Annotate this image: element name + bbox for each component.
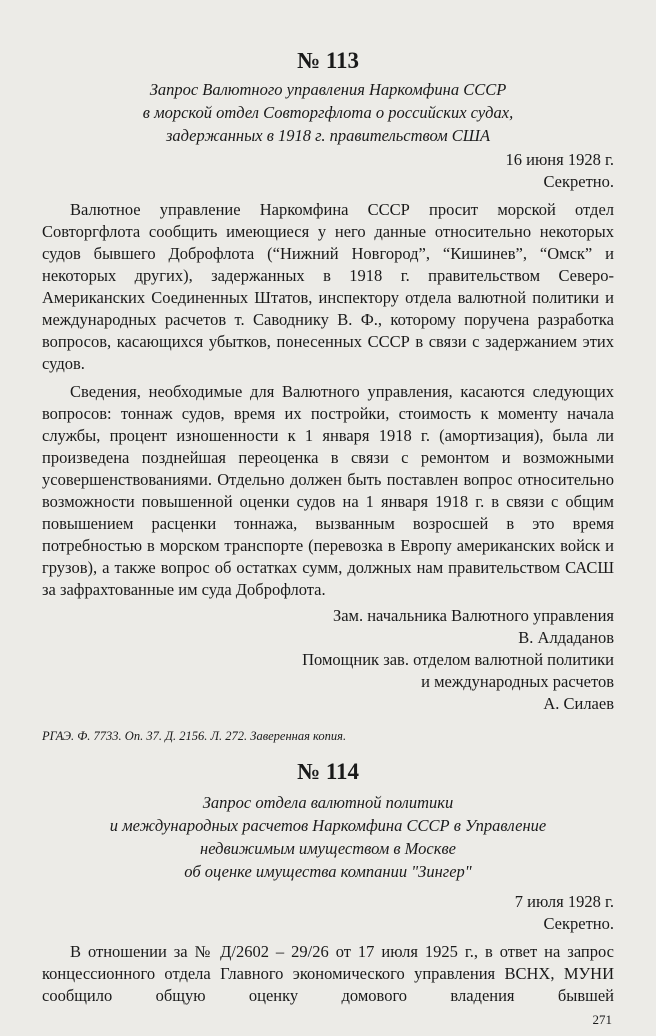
doc-113-date: 16 июня 1928 г. xyxy=(505,150,614,169)
page-number: 271 xyxy=(592,1012,612,1027)
doc-113-paragraph: Сведения, необходимые для Валютного управления, касаются следующих вопросов: тоннаж судов, время их постройки, стоимость к моменту начала службы, процент изношенности к 1 января 1918 г. (амортизация), была ли произведена позднейшая переоценка в связи с ремонтом и возможными усовершенствованиями. Отдельно должен быть поставлен вопрос относительно возможности повышенной оценки судов на 1 января 1918 г. в связи с общим повышением расценки тоннажа, вызванным возросшей в это время потребностью в морском транспорте (перевозка в Европу американских войск и грузов), а также вопрос об остатках сумм, должных нам правительством САСШ за зафрахтованные им суда Доброфлота. xyxy=(42,382,614,599)
doc-114-title-line: об оценке имущества компании "Зингер" xyxy=(184,862,472,881)
doc-113-title xyxy=(42,78,614,147)
signature-line: Помощник зав. отделом валютной политики xyxy=(302,650,614,669)
doc-113-title-line: Запрос Валютного управления Наркомфина СССР xyxy=(149,80,507,99)
doc-114-paragraph: В отношении за № Д/2602 – 29/26 от 17 июля 1925 г., в ответ на запрос концессионного отдела Главного экономического управления ВСНХ, МУНИ сообщило общую оценку домового владения бывшей xyxy=(42,942,614,1005)
doc-113-archive-reference: РГАЭ. Ф. 7733. Оп. 37. Д. 2156. Л. 272. Заверенная копия. xyxy=(42,729,347,743)
doc-114-title-line: недвижимым имуществом в Москве xyxy=(200,839,456,858)
doc-114-date: 7 июля 1928 г. xyxy=(514,892,614,911)
doc-113-classification: Секретно. xyxy=(543,172,614,191)
doc-113-paragraph: Валютное управление Наркомфина СССР просит морской отдел Совторгфлота сообщить имеющиеся у него данные относительно некоторых судов бывшего Доброфлота (“Нижний Новгород”, “Кишинев”, “Омск” и некоторых других), задержанных в 1918 г. правительством Северо-Американских Соединенных Штатов, инспектору отдела валютной политики и международных расчетов т. Саводнику В. Ф., которому поручена разработка вопросов, касающихся убытков, понесенных СССР в связи с задержанием этих судов. xyxy=(42,200,614,373)
doc-114-classification: Секретно. xyxy=(543,914,614,933)
signature-line: и международных расчетов xyxy=(421,672,614,691)
signature-line: А. Силаев xyxy=(543,694,614,713)
doc-113-title-line: в морской отдел Совторгфлота о российских судах, xyxy=(142,103,514,122)
doc-114-title xyxy=(42,791,614,883)
doc-113-title-line: задержанных в 1918 г. правительством США xyxy=(165,126,491,145)
doc-114-title-line: и международных расчетов Наркомфина СССР в Управление xyxy=(109,816,547,835)
signature-line: Зам. начальника Валютного управления xyxy=(332,606,614,625)
doc-113-number: № 113 xyxy=(296,48,360,73)
signature-line: В. Алдаданов xyxy=(518,628,614,647)
doc-114-number: № 114 xyxy=(296,759,360,784)
doc-113-signatures xyxy=(42,605,614,715)
doc-114-title-line: Запрос отдела валютной политики xyxy=(202,793,454,812)
